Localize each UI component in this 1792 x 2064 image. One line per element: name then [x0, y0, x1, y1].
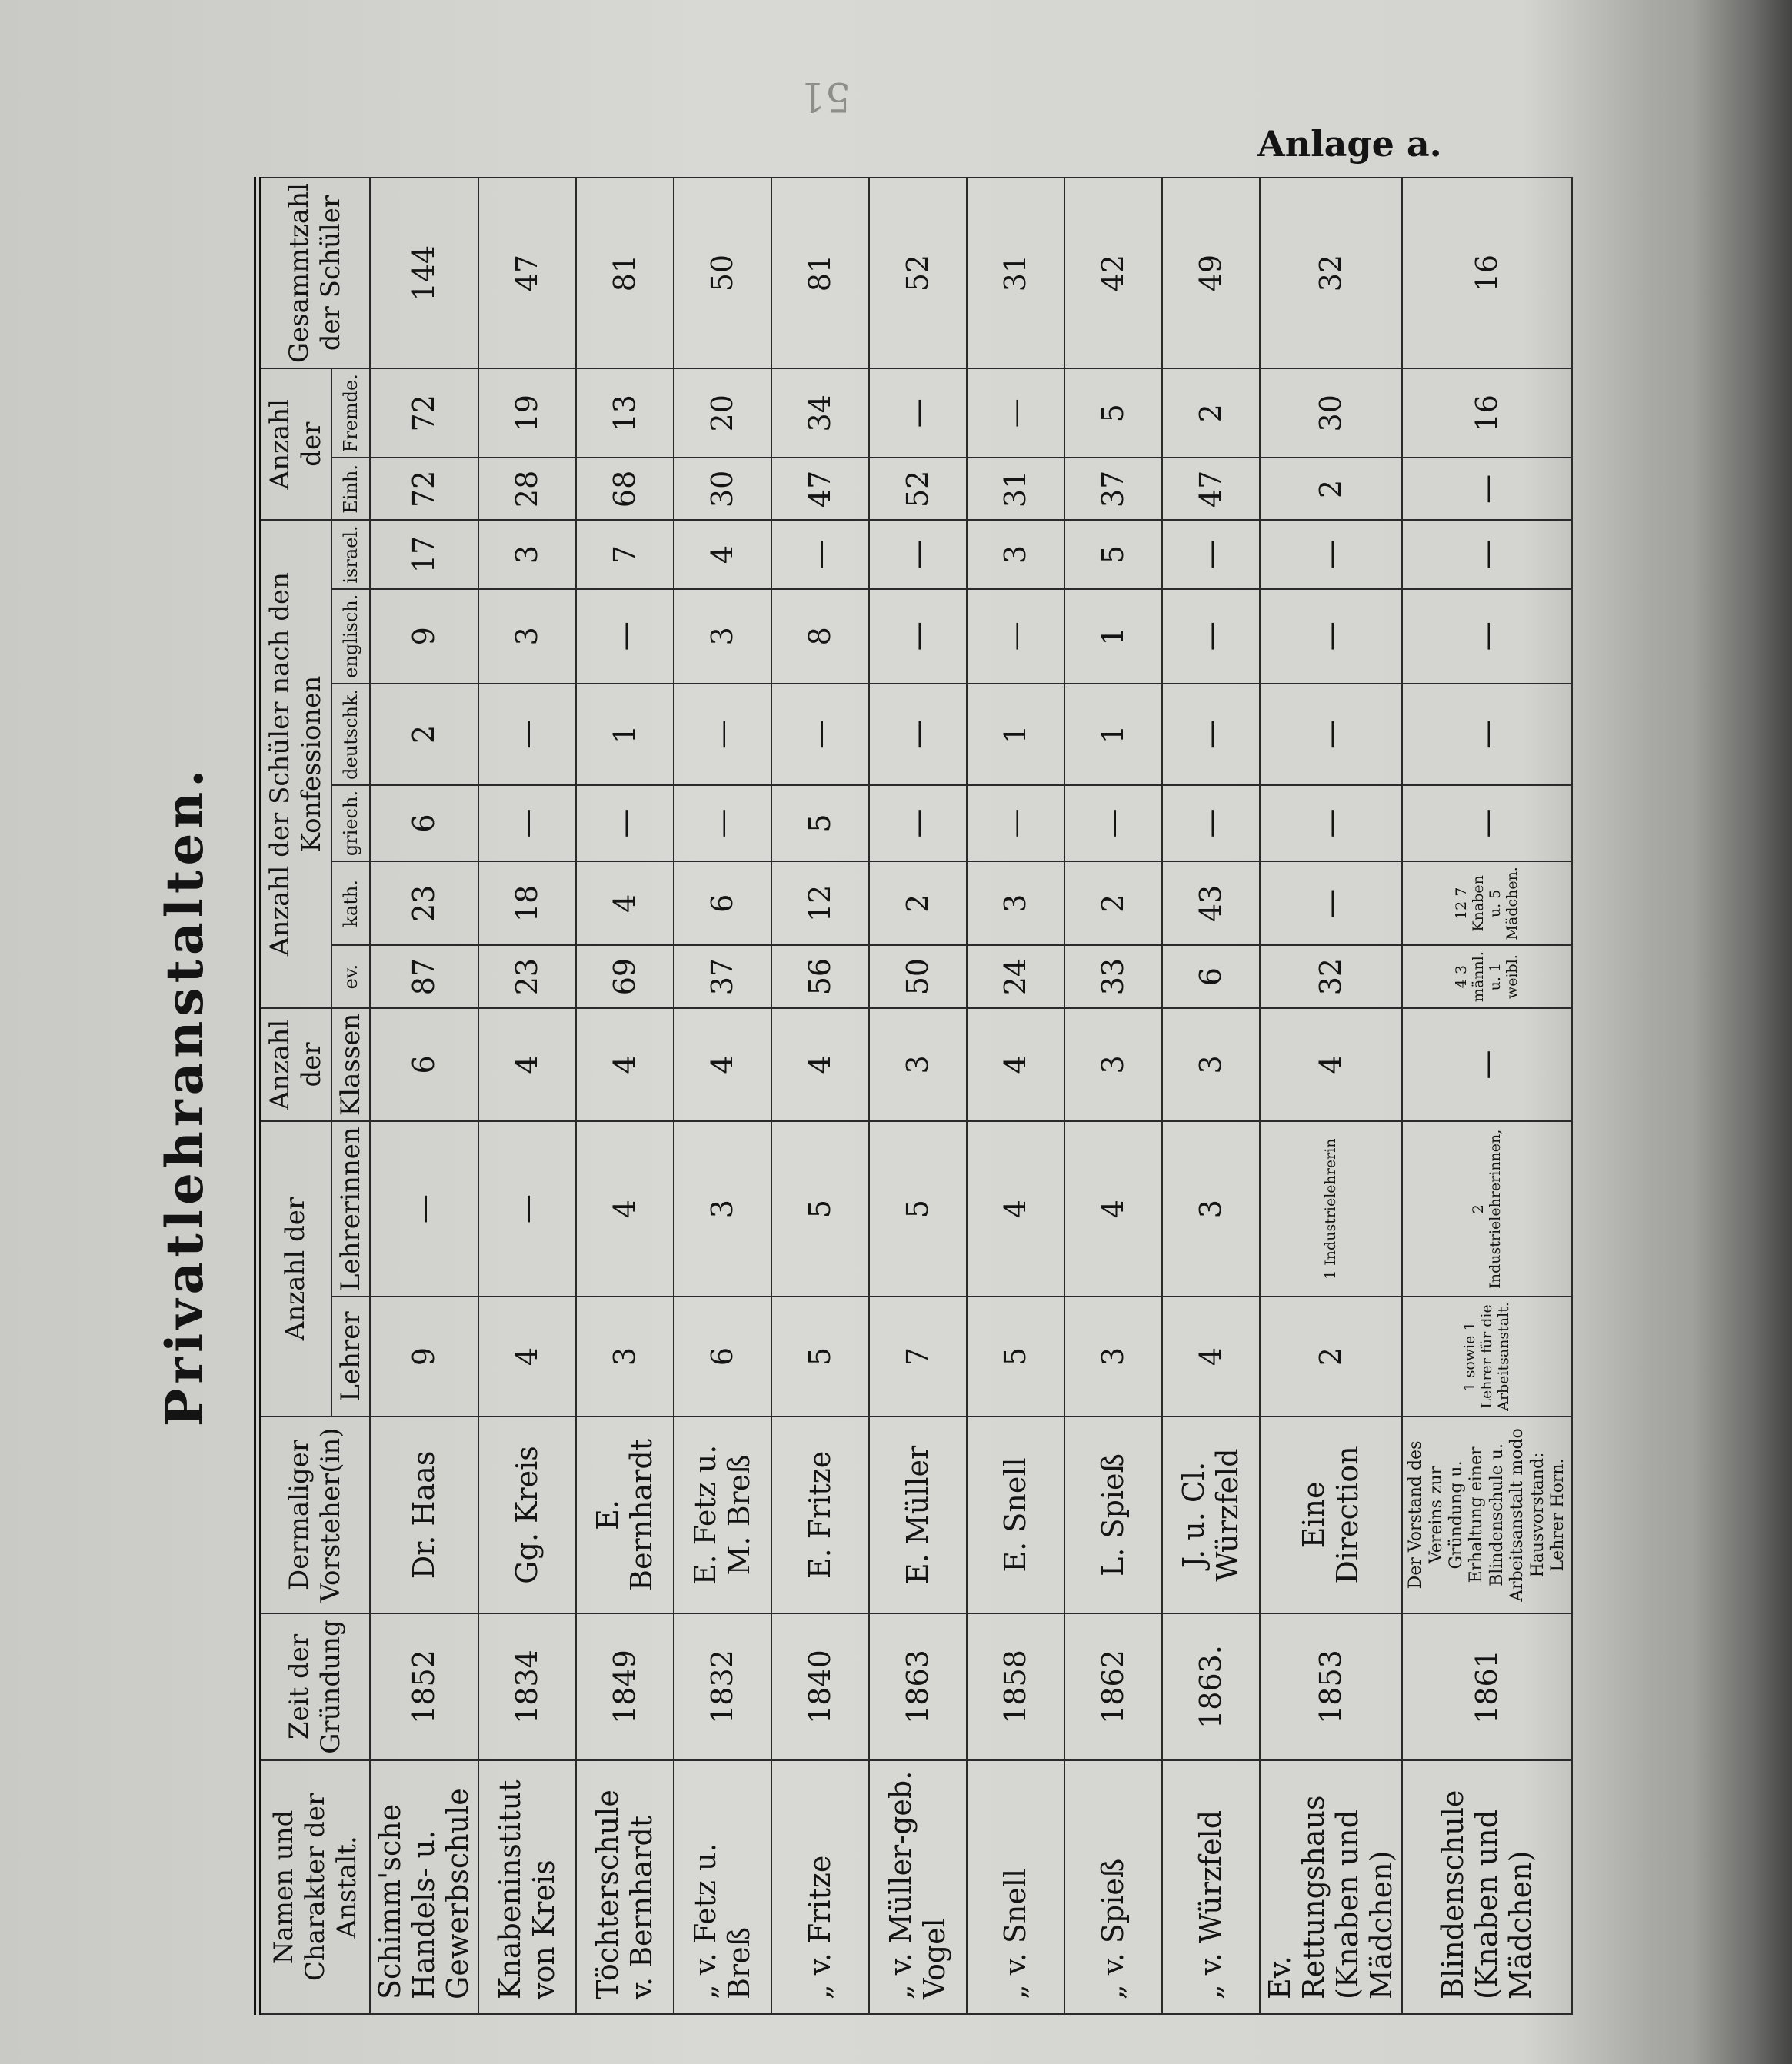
cell-einh: 47 [1162, 458, 1260, 520]
cell-fremde: — [869, 368, 967, 458]
cell-englisch: 8 [771, 589, 869, 684]
cell-teachers-male: 5 [771, 1297, 869, 1417]
cell-fremde: 5 [1064, 368, 1162, 458]
cell-teachers-female: 3 [1162, 1121, 1260, 1297]
cell-founded: 1853 [1260, 1613, 1402, 1760]
cell-name: Blindenschule (Knaben und Mädchen) [1402, 1760, 1572, 2014]
cell-teachers-female: 2 Industrielehrerinnen, [1402, 1121, 1572, 1297]
cell-name: Schimm'sche Handels- u. Gewerbschule [370, 1760, 478, 2014]
cell-ev: 56 [771, 946, 869, 1008]
cell-name: Töchterschule v. Bernhardt [576, 1760, 674, 2014]
cell-director: Eine Direction [1260, 1417, 1402, 1613]
cell-englisch: — [869, 589, 967, 684]
header-fremde: Fremde. [331, 368, 371, 458]
cell-teachers-male: 2 [1260, 1297, 1402, 1417]
cell-director: E. Müller [869, 1417, 967, 1613]
cell-total: 50 [674, 178, 771, 368]
table-row [1260, 178, 1402, 2014]
page-title: Privatlehranstalten. [115, 177, 261, 2015]
cell-deutschk: 1 [1064, 684, 1162, 785]
table-row [869, 178, 967, 2014]
cell-deutschk: — [1260, 684, 1402, 785]
cell-name: „ v. Fetz u. Breß [674, 1760, 771, 2014]
header-englisch: englisch. [331, 589, 371, 684]
cell-teachers-female: 5 [771, 1121, 869, 1297]
cell-israel: 3 [478, 520, 576, 588]
cell-griech: 5 [771, 785, 869, 861]
cell-director: Der Vorstand des Vereins zur Gründung u. Erhaltung einer Blindenschule u. Arbeitsanstalt modo Hausvorstand: Lehrer Horn. [1402, 1417, 1572, 1613]
cell-kath: 2 [1064, 861, 1162, 945]
annex-label: Anlage a. [1257, 123, 1442, 165]
cell-teachers-male: 4 [478, 1297, 576, 1417]
cell-englisch: 1 [1064, 589, 1162, 684]
cell-fremde: 34 [771, 368, 869, 458]
cell-kath: 3 [967, 861, 1064, 945]
cell-classes: 4 [771, 1008, 869, 1121]
cell-kath: 6 [674, 861, 771, 945]
cell-fremde: 72 [370, 368, 478, 458]
cell-kath: 12 [771, 861, 869, 945]
header-teachers-female: Lehrerinnen [331, 1121, 371, 1297]
table-row [674, 178, 771, 2014]
cell-ev: 50 [869, 946, 967, 1008]
cell-israel: — [771, 520, 869, 588]
cell-israel: — [869, 520, 967, 588]
cell-englisch: — [576, 589, 674, 684]
cell-founded: 1861 [1402, 1613, 1572, 1760]
cell-einh: — [1402, 458, 1572, 520]
cell-total: 81 [576, 178, 674, 368]
cell-founded: 1832 [674, 1613, 771, 1760]
cell-teachers-female: — [370, 1121, 478, 1297]
header-teachers-group: Anzahl der [261, 1121, 331, 1417]
cell-griech: — [478, 785, 576, 861]
cell-israel: — [1162, 520, 1260, 588]
cell-classes: 3 [869, 1008, 967, 1121]
cell-griech: — [869, 785, 967, 861]
cell-teachers-male: 4 [1162, 1297, 1260, 1417]
table-row [576, 178, 674, 2014]
cell-englisch: — [1402, 589, 1572, 684]
cell-teachers-male: 3 [1064, 1297, 1162, 1417]
cell-total: 81 [771, 178, 869, 368]
cell-name: „ v. Würzfeld [1162, 1760, 1260, 2014]
cell-ev: 4 3 männl. u. 1 weibl. [1402, 946, 1572, 1008]
cell-classes: 3 [1064, 1008, 1162, 1121]
cell-israel: 17 [370, 520, 478, 588]
cell-founded: 1849 [576, 1613, 674, 1760]
cell-griech: — [674, 785, 771, 861]
cell-classes: 4 [1260, 1008, 1402, 1121]
cell-einh: 30 [674, 458, 771, 520]
cell-ev: 24 [967, 946, 1064, 1008]
cell-founded: 1863. [1162, 1613, 1260, 1760]
cell-ev: 37 [674, 946, 771, 1008]
cell-griech: — [576, 785, 674, 861]
cell-director: J. u. Cl. Würzfeld [1162, 1417, 1260, 1613]
table-row [478, 178, 576, 2014]
cell-fremde: 16 [1402, 368, 1572, 458]
cell-name: Knabeninstitut von Kreis [478, 1760, 576, 2014]
cell-classes: 4 [674, 1008, 771, 1121]
cell-teachers-female: 3 [674, 1121, 771, 1297]
cell-einh: 2 [1260, 458, 1402, 520]
cell-englisch: 3 [674, 589, 771, 684]
cell-director: E. Bernhardt [576, 1417, 674, 1613]
cell-founded: 1834 [478, 1613, 576, 1760]
cell-founded: 1862 [1064, 1613, 1162, 1760]
cell-founded: 1852 [370, 1613, 478, 1760]
cell-name: „ v. Snell [967, 1760, 1064, 2014]
cell-teachers-female: — [478, 1121, 576, 1297]
cell-classes: 4 [478, 1008, 576, 1121]
cell-englisch: — [1260, 589, 1402, 684]
cell-ev: 6 [1162, 946, 1260, 1008]
cell-einh: 37 [1064, 458, 1162, 520]
cell-einh: 68 [576, 458, 674, 520]
cell-ev: 23 [478, 946, 576, 1008]
header-origin-group: Anzahl der [261, 368, 331, 520]
cell-englisch: 3 [478, 589, 576, 684]
cell-kath: 23 [370, 861, 478, 945]
cell-israel: 5 [1064, 520, 1162, 588]
cell-griech: 6 [370, 785, 478, 861]
cell-teachers-male: 6 [674, 1297, 771, 1417]
header-teachers-male: Lehrer [331, 1297, 371, 1417]
cell-director: L. Spieß [1064, 1417, 1162, 1613]
cell-founded: 1840 [771, 1613, 869, 1760]
cell-teachers-female: 1 Industrielehrerin [1260, 1121, 1402, 1297]
cell-teachers-male: 3 [576, 1297, 674, 1417]
header-israel: israel. [331, 520, 371, 588]
cell-director: E. Fritze [771, 1417, 869, 1613]
cell-ev: 33 [1064, 946, 1162, 1008]
cell-kath: 4 [576, 861, 674, 945]
cell-griech: — [1162, 785, 1260, 861]
page-number: 51 [800, 73, 851, 119]
cell-director: Dr. Haas [370, 1417, 478, 1613]
cell-griech: — [1402, 785, 1572, 861]
cell-total: 31 [967, 178, 1064, 368]
cell-englisch: — [967, 589, 1064, 684]
cell-israel: — [1260, 520, 1402, 588]
header-confession-group: Anzahl der Schüler nach den Konfessionen [261, 520, 331, 1007]
cell-kath: — [1260, 861, 1402, 945]
cell-deutschk: — [1162, 684, 1260, 785]
cell-kath: 2 [869, 861, 967, 945]
cell-fremde: 19 [478, 368, 576, 458]
cell-total: 32 [1260, 178, 1402, 368]
cell-total: 144 [370, 178, 478, 368]
cell-deutschk: — [869, 684, 967, 785]
rotated-table-page [115, 177, 1567, 2015]
cell-ev: 87 [370, 946, 478, 1008]
cell-deutschk: 1 [967, 684, 1064, 785]
cell-total: 52 [869, 178, 967, 368]
header-founded: Zeit der Gründung [261, 1613, 370, 1760]
cell-founded: 1858 [967, 1613, 1064, 1760]
cell-total: 42 [1064, 178, 1162, 368]
header-einh: Einh. [331, 458, 371, 520]
cell-total: 16 [1402, 178, 1572, 368]
cell-deutschk: — [1402, 684, 1572, 785]
header-kath: kath. [331, 861, 371, 945]
cell-einh: 52 [869, 458, 967, 520]
cell-director: E. Fetz u. M. Breß [674, 1417, 771, 1613]
cell-teachers-female: 5 [869, 1121, 967, 1297]
header-director: Dermaliger Vorsteher(in) [261, 1417, 370, 1613]
header-ev: ev. [331, 946, 371, 1008]
cell-deutschk: — [674, 684, 771, 785]
cell-founded: 1863 [869, 1613, 967, 1760]
cell-einh: 31 [967, 458, 1064, 520]
cell-israel: 4 [674, 520, 771, 588]
cell-teachers-male: 9 [370, 1297, 478, 1417]
cell-ev: 32 [1260, 946, 1402, 1008]
cell-griech: — [1064, 785, 1162, 861]
cell-teachers-female: 4 [576, 1121, 674, 1297]
cell-kath: 43 [1162, 861, 1260, 945]
cell-classes: 4 [576, 1008, 674, 1121]
cell-total: 47 [478, 178, 576, 368]
cell-teachers-female: 4 [1064, 1121, 1162, 1297]
cell-name: „ v. Spieß [1064, 1760, 1162, 2014]
cell-englisch: 9 [370, 589, 478, 684]
cell-teachers-male: 1 sowie 1 Lehrer für die Arbeitsanstalt. [1402, 1297, 1572, 1417]
cell-deutschk: 2 [370, 684, 478, 785]
cell-classes: 4 [967, 1008, 1064, 1121]
cell-classes: — [1402, 1008, 1572, 1121]
header-griech: griech. [331, 785, 371, 861]
cell-fremde: 2 [1162, 368, 1260, 458]
cell-einh: 72 [370, 458, 478, 520]
cell-director: E. Snell [967, 1417, 1064, 1613]
cell-israel: 3 [967, 520, 1064, 588]
header-name: Namen und Charakter der Anstalt. [261, 1760, 370, 2014]
cell-kath: 18 [478, 861, 576, 945]
cell-name: „ v. Müller-geb. Vogel [869, 1760, 967, 2014]
cell-teachers-male: 7 [869, 1297, 967, 1417]
cell-director: Gg. Kreis [478, 1417, 576, 1613]
cell-fremde: 13 [576, 368, 674, 458]
table-row [967, 178, 1064, 2014]
table-row [1162, 178, 1260, 2014]
cell-griech: — [967, 785, 1064, 861]
cell-israel: — [1402, 520, 1572, 588]
cell-teachers-male: 5 [967, 1297, 1064, 1417]
cell-einh: 47 [771, 458, 869, 520]
header-classes-group: Anzahl der [261, 1008, 331, 1121]
cell-fremde: 20 [674, 368, 771, 458]
institutions-table [261, 177, 1573, 2015]
cell-deutschk: — [478, 684, 576, 785]
cell-teachers-female: 4 [967, 1121, 1064, 1297]
page-fold-shadow [1692, 0, 1792, 2064]
cell-deutschk: — [771, 684, 869, 785]
cell-name: „ v. Fritze [771, 1760, 869, 2014]
cell-einh: 28 [478, 458, 576, 520]
cell-fremde: — [967, 368, 1064, 458]
cell-classes: 3 [1162, 1008, 1260, 1121]
cell-name: Ev. Rettungshaus (Knaben und Mädchen) [1260, 1760, 1402, 2014]
table-row [771, 178, 869, 2014]
cell-englisch: — [1162, 589, 1260, 684]
cell-griech: — [1260, 785, 1402, 861]
table-row [1064, 178, 1162, 2014]
cell-fremde: 30 [1260, 368, 1402, 458]
header-classes: Klassen [331, 1008, 371, 1121]
header-total: Gesammtzahl der Schüler [261, 178, 370, 368]
cell-kath: 12 7 Knaben u. 5 Mädchen. [1402, 861, 1572, 945]
cell-total: 49 [1162, 178, 1260, 368]
cell-classes: 6 [370, 1008, 478, 1121]
header-deutschk: deutschk. [331, 684, 371, 785]
table-row [1402, 178, 1572, 2014]
cell-ev: 69 [576, 946, 674, 1008]
cell-deutschk: 1 [576, 684, 674, 785]
table-row [370, 178, 478, 2014]
cell-israel: 7 [576, 520, 674, 588]
